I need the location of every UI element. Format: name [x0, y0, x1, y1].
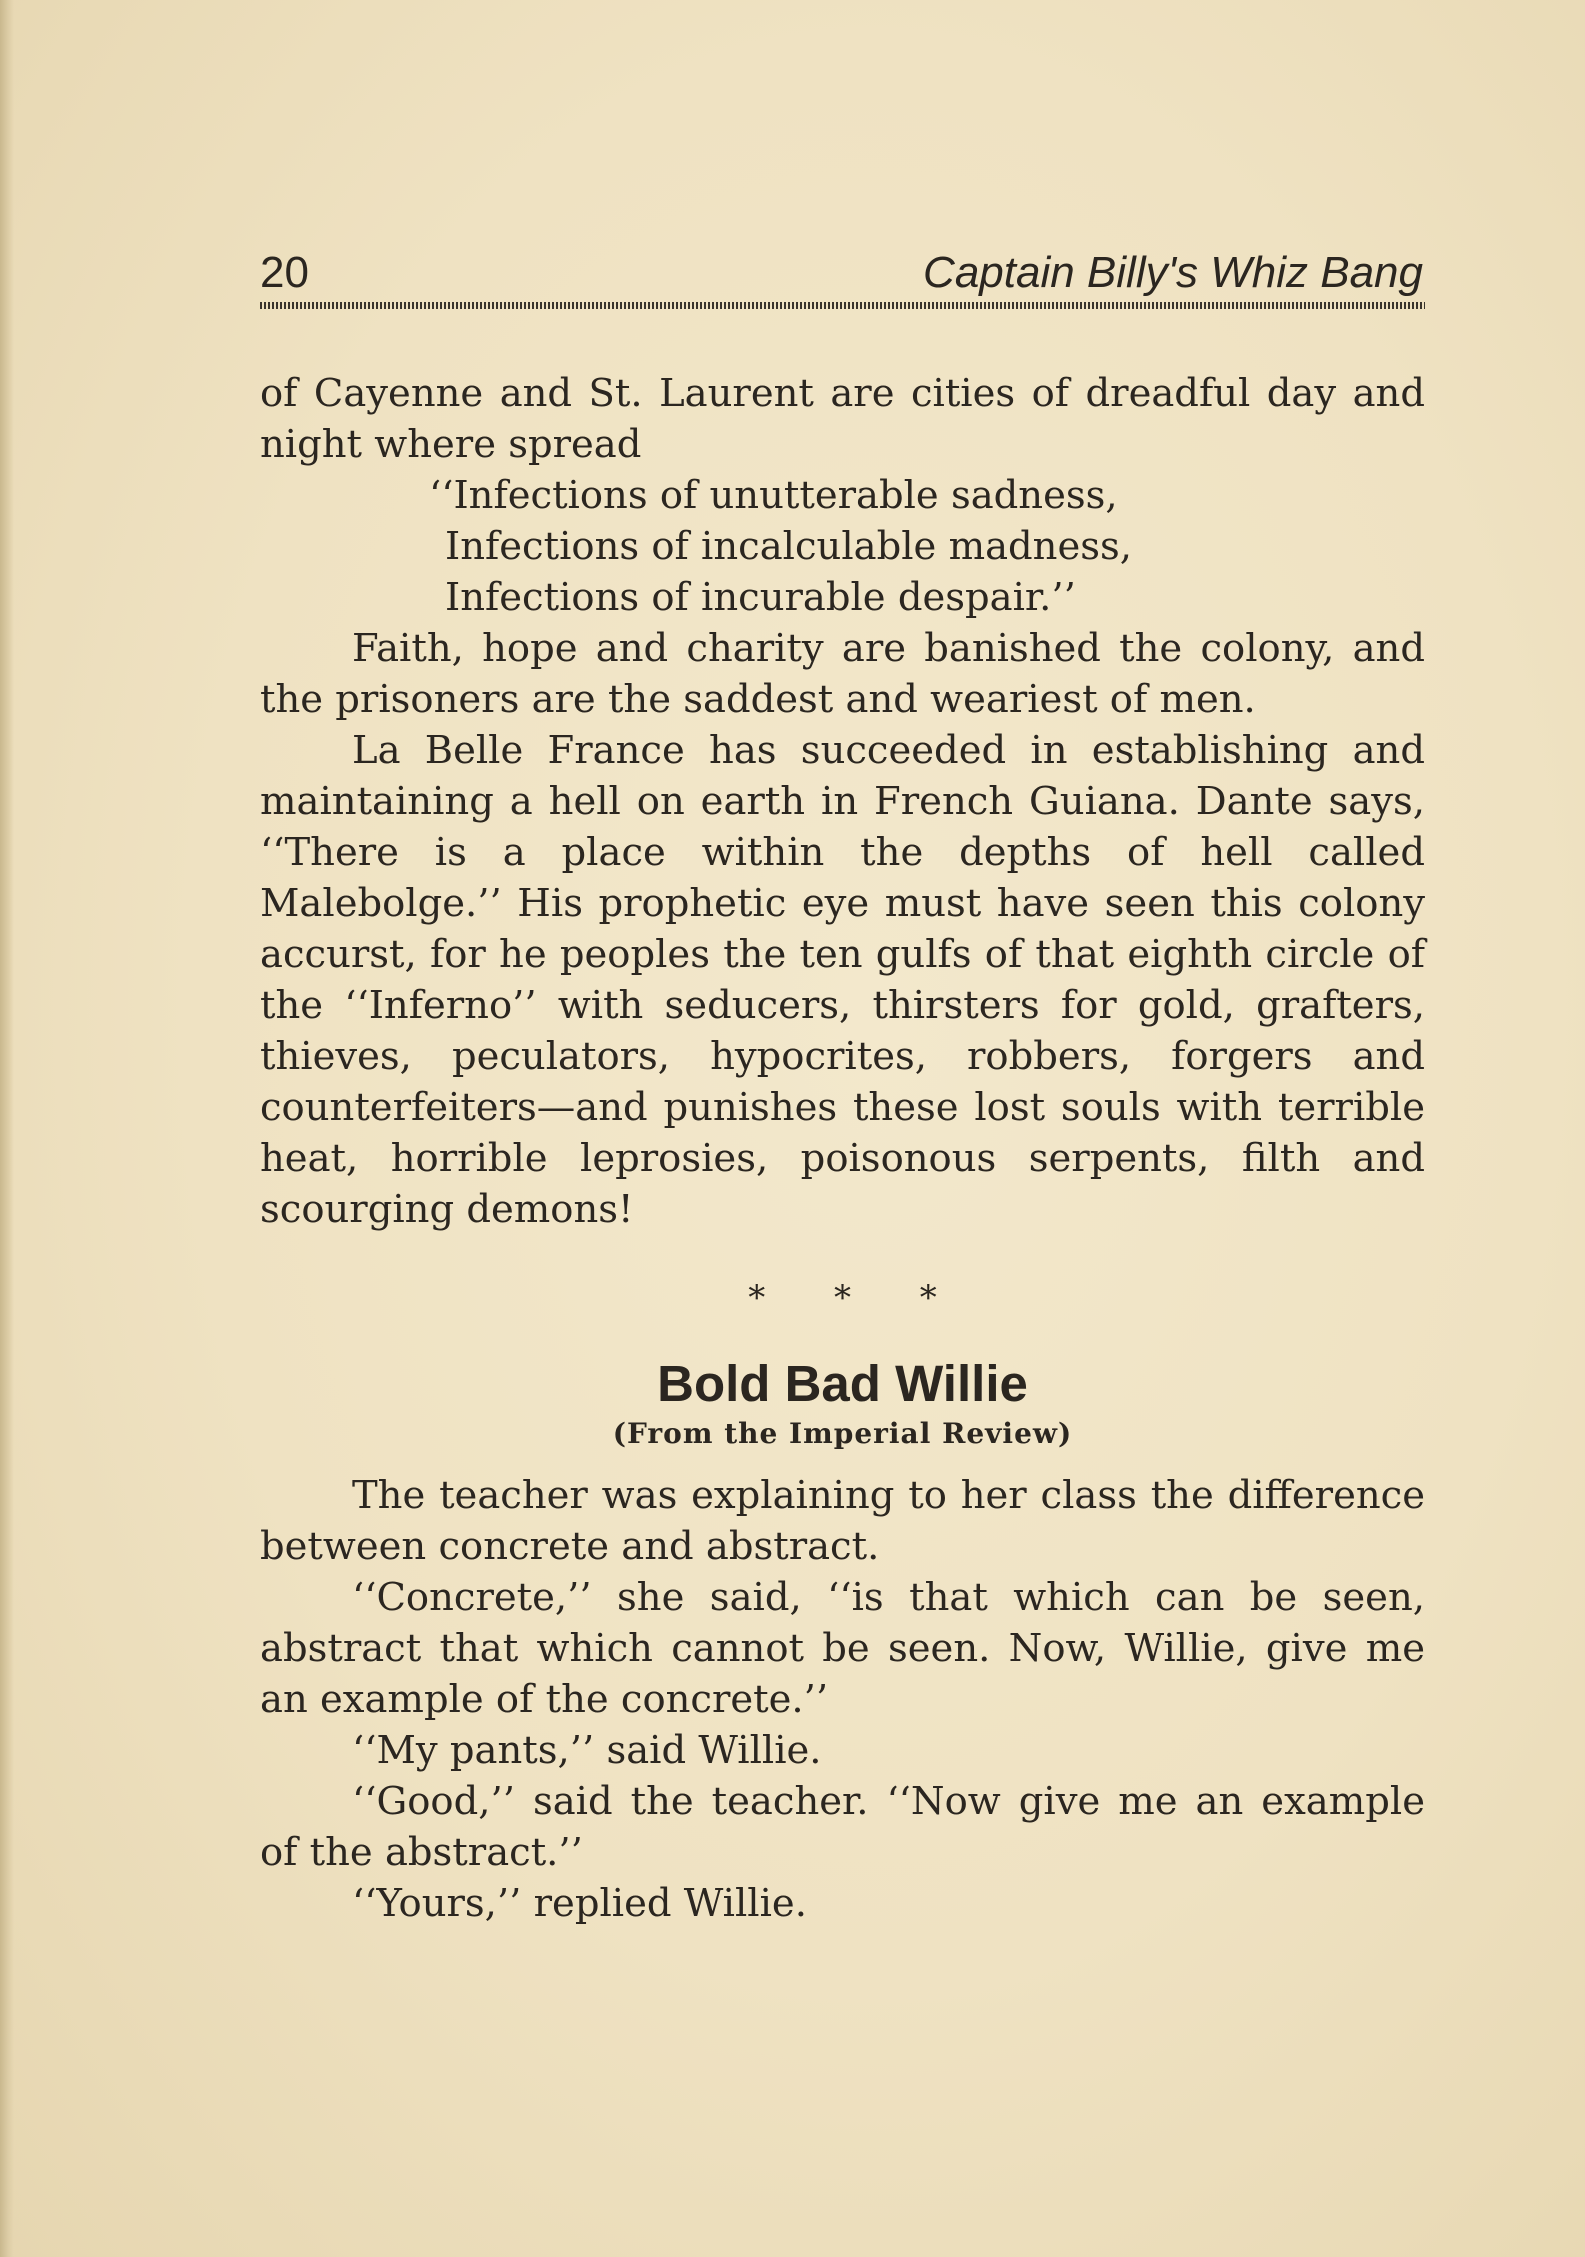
story-paragraph-2: ‘‘Concrete,’’ she said, ‘‘is that which can be seen, abstract that which cannot be seen. Now, Willie, give me an example of the concrete.’’: [260, 1575, 1425, 1722]
article-paragraph-1: of Cayenne and St. Laurent are cities of dreadful day and night where spread: [260, 371, 1425, 467]
verse-line-2: Infections of incalculable madness,: [445, 524, 1133, 569]
header-rule: [260, 302, 1425, 309]
story-paragraph-5: ‘‘Yours,’’ replied Willie.: [352, 1881, 807, 1926]
page-body: [260, 368, 1425, 1929]
section-separator: * * *: [748, 1278, 937, 1318]
story-paragraph-3: ‘‘My pants,’’ said Willie.: [352, 1728, 822, 1773]
story-paragraph-1: The teacher was explaining to her class the difference between concrete and abstract.: [260, 1473, 1425, 1569]
page-binding-edge: [0, 0, 14, 2257]
verse-quote: [260, 470, 1425, 623]
page-number: 20: [260, 248, 309, 297]
verse-line-3: Infections of incurable despair.’’: [445, 575, 1076, 620]
article-paragraph-2: Faith, hope and charity are banished the colony, and the prisoners are the saddest and weariest of men.: [260, 626, 1425, 722]
article-paragraph-3: La Belle France has succeeded in establishing and maintaining a hell on earth in French Guiana. Dante says, ‘‘There is a place within the depths of hell called Malebolge.’’ His prophetic eye must have seen this colony accurst, for he peoples the ten gulfs of that eighth circle of the ‘‘Inferno’’ with seducers, thirsters for gold, grafters, thieves, peculators, hypocrites, robbers, forgers and counterfeiters—and punishes these lost souls with terrible heat, horrible leprosies, poisonous serpents, filth and scourging demons!: [260, 728, 1425, 1232]
page-header: [260, 238, 1425, 318]
story-source: (From the Imperial Review): [612, 1417, 1073, 1450]
running-title: Captain Billy's Whiz Bang: [923, 248, 1423, 297]
story-paragraph-4: ‘‘Good,’’ said the teacher. ‘‘Now give me an example of the abstract.’’: [260, 1779, 1425, 1875]
verse-line-1: ‘‘Infections of unutterable sadness,: [429, 473, 1118, 518]
story-title: Bold Bad Willie: [657, 1355, 1028, 1412]
